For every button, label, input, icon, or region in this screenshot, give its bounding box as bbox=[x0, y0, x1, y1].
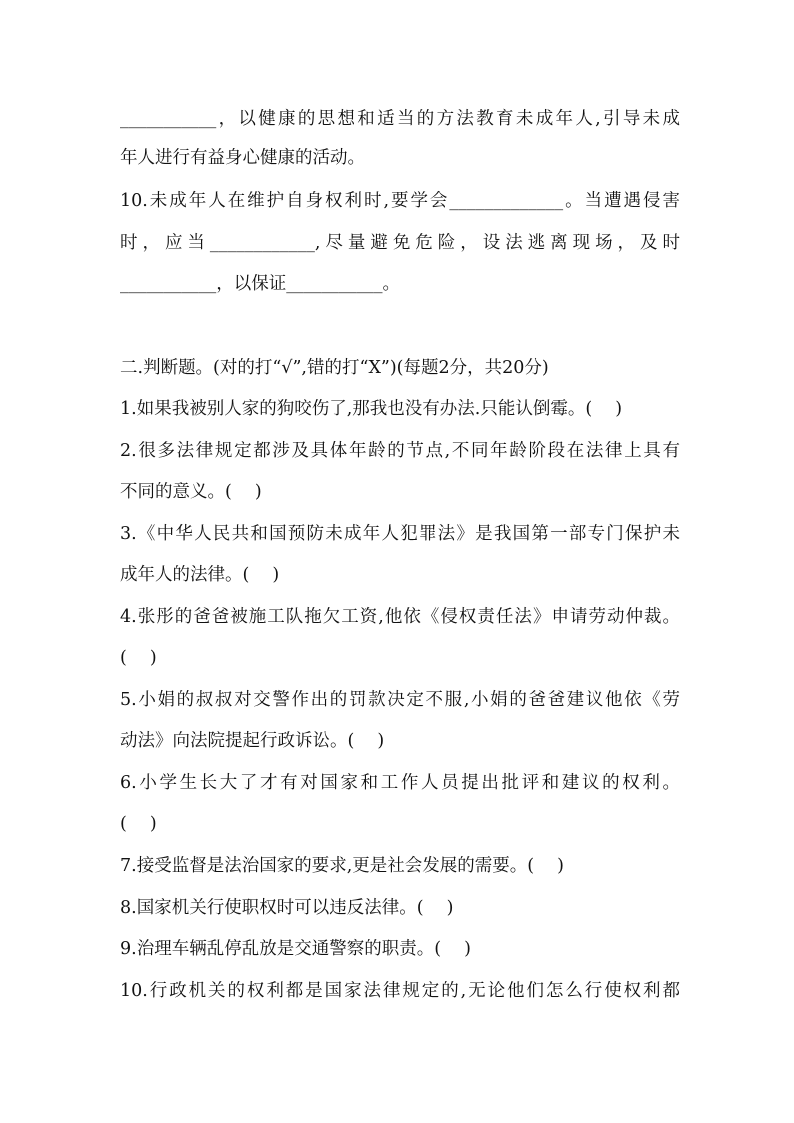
judgment-item-5-line-2: 动法》向法院提起行政诉讼。( ) bbox=[120, 731, 385, 751]
judgment-item-6-line-1: 6.小学生长大了才有对国家和工作人员提出批评和建议的权利。 bbox=[120, 773, 680, 793]
judgment-item-4-line-2: ( ) bbox=[120, 648, 157, 668]
judgment-item-3-line-2: 成年人的法律。( ) bbox=[120, 565, 280, 585]
judgment-item-9-line-1: 9.治理车辆乱停乱放是交通警察的职责。( ) bbox=[120, 939, 471, 959]
judgment-item-1-line-1: 1.如果我被别人家的狗咬伤了,那我也没有办法.只能认倒霉。( ) bbox=[120, 399, 623, 419]
fill-in-continuation-line-2: 年人进行有益身心健康的活动。 bbox=[120, 148, 365, 168]
judgment-item-2-line-2: 不同的意义。( ) bbox=[120, 482, 262, 502]
judgment-item-3-line-1: 3.《中华人民共和国预防未成年人犯罪法》是我国第一部专门保护未 bbox=[120, 524, 680, 544]
judgment-item-7-line-1: 7.接受监督是法治国家的要求,更是社会发展的需要。( ) bbox=[120, 856, 564, 876]
judgment-item-10-line-1: 10.行政机关的权利都是国家法律规定的,无论他们怎么行使权利都 bbox=[120, 981, 680, 1001]
judgment-item-8-line-1: 8.国家机关行使职权时可以违反法律。( ) bbox=[120, 898, 454, 918]
question-10-line-2: 时，应当____________,尽量避免危险，设法逃离现场，及时 bbox=[120, 233, 680, 253]
judgment-item-6-line-2: ( ) bbox=[120, 814, 157, 834]
judgment-item-2-line-1: 2.很多法律规定都涉及具体年龄的节点,不同年龄阶段在法律上具有 bbox=[120, 441, 680, 461]
judgment-item-4-line-1: 4.张彤的爸爸被施工队拖欠工资,他依《侵权责任法》申请劳动仲裁。 bbox=[120, 607, 680, 627]
section-two-heading: 二.判断题。(对的打“√”,错的打“X”)(每题2分，共20分) bbox=[120, 358, 549, 378]
fill-in-continuation-line-1: ___________，以健康的思想和适当的方法教育未成年人,引导未成 bbox=[120, 109, 680, 129]
question-10-line-3: ___________，以保证___________。 bbox=[120, 274, 400, 294]
judgment-item-5-line-1: 5.小娟的叔叔对交警作出的罚款决定不服,小娟的爸爸建议他依《劳 bbox=[120, 690, 680, 710]
question-10-line-1: 10.未成年人在维护自身权利时,要学会_____________。当遭遇侵害 bbox=[120, 191, 680, 211]
